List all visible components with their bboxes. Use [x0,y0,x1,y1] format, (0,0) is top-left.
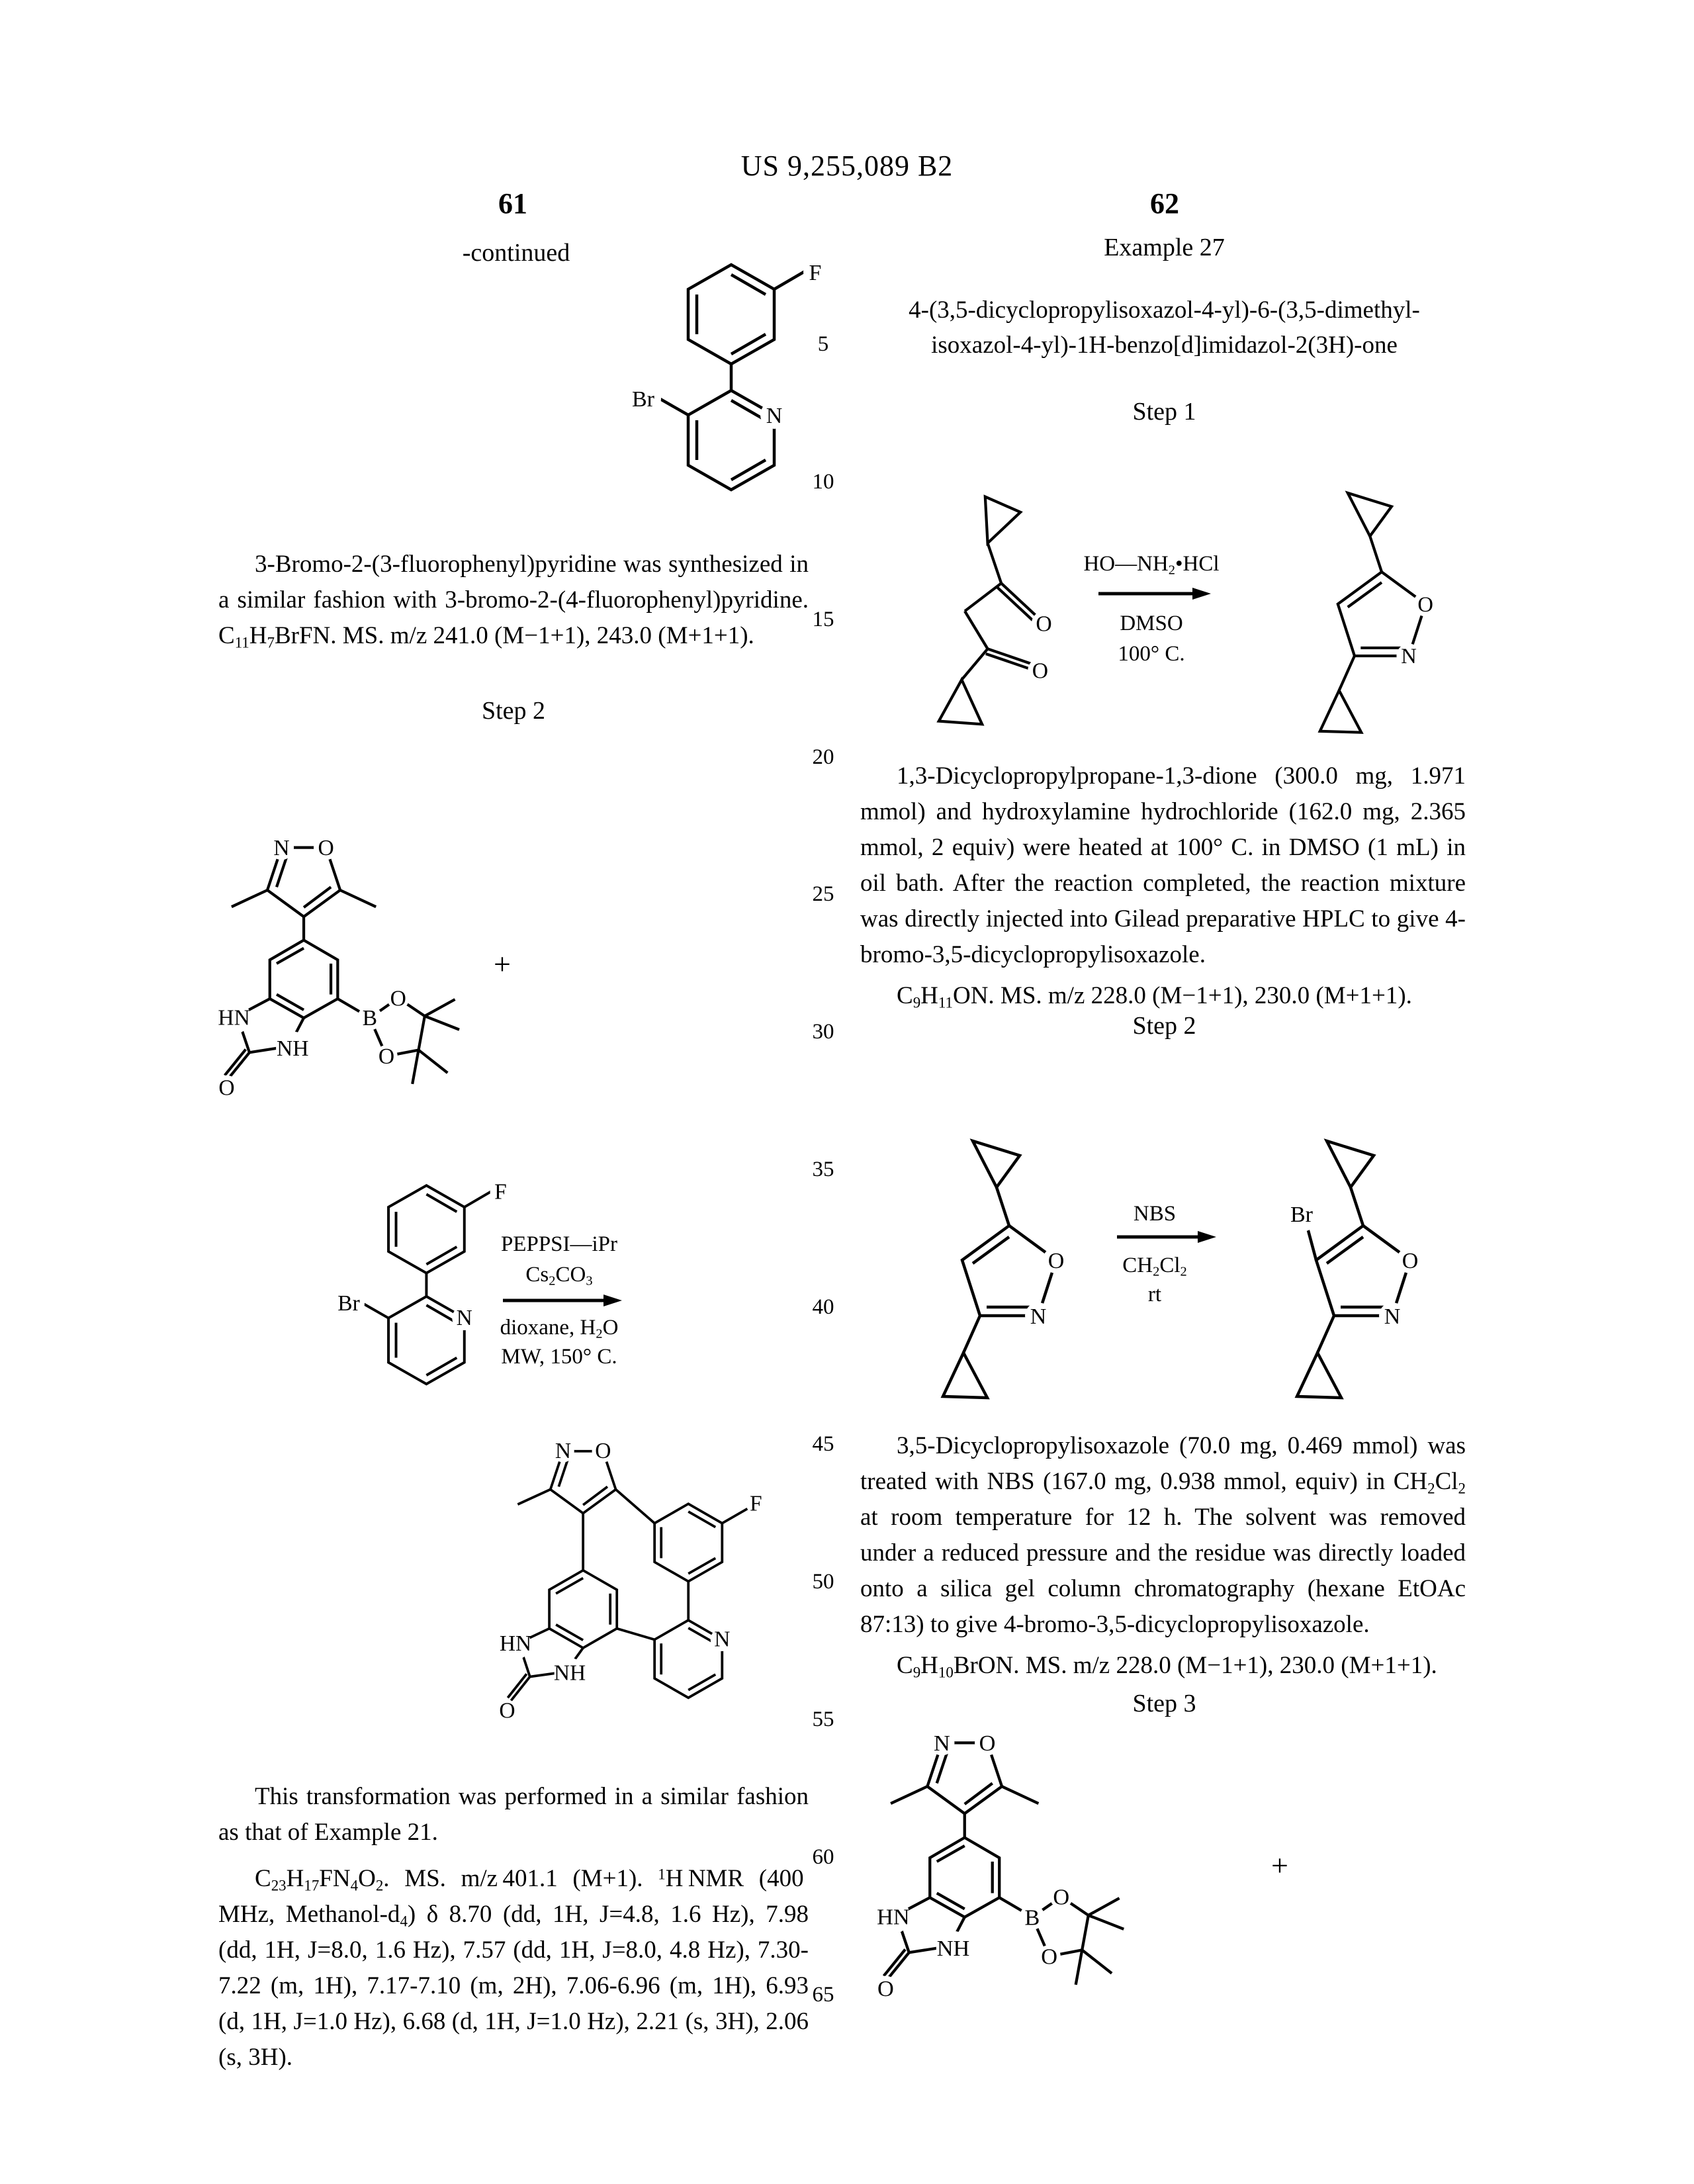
atom-label-n: N [273,835,290,860]
atom-label-o1: O [1036,612,1052,637]
atom-label-f: F [750,1491,762,1516]
phenyl-ring [688,265,774,364]
atom-label-o: O [595,1438,611,1463]
atom-label-hn: HN [499,1631,532,1657]
scheme2-solvent: $CH_2Cl_2$ [1122,1253,1187,1279]
structure-bromo-dicyclopropylisoxazole [1270,1120,1443,1414]
atom-label-o: O [979,1730,996,1756]
atom-label-n: N [1401,645,1417,669]
atom-label-o-bottom: O [1041,1944,1058,1970]
reaction-arrow-left [503,1292,622,1309]
benzene-ring [270,940,338,1019]
scheme1-temp: 100° C. [1118,642,1185,666]
atom-label-o2: O [1032,659,1049,684]
atom-label-o: O [318,835,334,860]
structure-dicyclopropyl-dione [926,483,1069,737]
cyclopropyl-top [985,497,1020,543]
plus-sign-left: + [494,947,511,981]
continued-label: -continued [462,239,570,267]
atom-label-n-pyridine: N [714,1627,731,1652]
right-step3-heading: Step 3 [1132,1690,1196,1717]
atom-label-o: O [1048,1249,1065,1273]
cyclopropyl-top [1348,493,1392,536]
line-number-5: 5 [817,332,829,356]
structure-isoxazolyl-benzimidazolone-boronate [202,826,480,1110]
structure-dicyclopropylisoxazole [1317,473,1456,748]
atom-label-b: B [362,1006,378,1031]
left-step2-heading: Step 2 [481,697,546,725]
left-condition-temp: MW, 150° C. [501,1345,617,1369]
structure-isoxazolyl-benzimidazolone-boronate-step3 [860,1721,1145,2011]
line-number-50: 50 [812,1570,834,1594]
atom-label-o-carbonyl: O [218,1075,235,1101]
right-step2-heading: Step 2 [1132,1012,1196,1040]
line-number-60: 60 [812,1845,834,1869]
structure-bromo-fluorophenyl-pyridine [615,255,840,520]
benzene-ring [549,1570,617,1648]
atom-label-hn: HN [218,1005,250,1030]
cyclopropyl-bottom [939,680,982,724]
atom-label-n: N [766,404,783,428]
atom-label-br: Br [632,387,654,412]
atom-label-n: N [555,1438,572,1463]
structure-coupled-product [417,1426,774,1737]
atom-label-b: B [1024,1905,1040,1931]
line-number-15: 15 [812,608,834,631]
fluorophenyl-ring [654,1504,722,1581]
paragraph-step2-ms: $C_9H_{10}BrON$. MS. m/z 228.0 (M−1+1), 230.0 (M+1+1). [897,1652,1437,1681]
left-condition-catalyst: PEPPSI—iPr [500,1232,618,1256]
scheme1-reagent: $HO—NH_2•HCl$ [1083,552,1220,578]
compound-title-line2: isoxazol-4-yl)-1H-benzo[d]imidazol-2(3H)-one [931,332,1398,359]
atom-label-o-carbonyl: O [499,1698,515,1723]
line-number-20: 20 [812,745,834,769]
scheme1-solvent: DMSO [1120,612,1183,635]
atom-label-f: F [494,1179,507,1205]
line-number-25: 25 [812,882,834,906]
left-condition-base: $Cs_2CO_3$ [525,1263,593,1289]
reaction-arrow-scheme2 [1117,1228,1216,1246]
column-number-right: 62 [1150,187,1179,220]
paragraph-step1-procedure: 1,3-Dicyclopropylpropane-1,3-dione (300.0 mg, 1.971 mmol) and hydroxylamine hydrochloride (162.0 mg, 2.365 mmol, 2 equiv) were heated at 100° C. in DMSO (1 mL) in oil bath. After the reaction completed, the reaction mixture was directly injected into Gilead preparative HPLC to give 4-bromo-3,5-dicyclopropylisoxazole. [860,762,1466,968]
reaction-arrow-scheme1 [1098,585,1211,602]
paragraph-step1-ms: $C_9H_{11}ON$. MS. m/z 228.0 (M−1+1), 230.0 (M+1+1). [897,982,1412,1011]
atom-label-o-top: O [1053,1884,1070,1910]
line-number-45: 45 [812,1432,834,1456]
paragraph-step2-procedure: 3,5-Dicyclopropylisoxazole (70.0 mg, 0.469 mmol) was treated with NBS (167.0 mg, 0.938 mmol, equiv) in $CH_2Cl_2$ at room temperature for 12 h. The solvent was removed under a reduced pressure and the residue was directly loaded onto a silica gel column chromatography (hexane EtOAc 87:13) to give 4-bromo-3,5-dicyclopropylisoxazole. [860,1432,1466,1638]
scheme2-reagent: NBS [1133,1202,1177,1226]
atom-label-hn: HN [877,1904,910,1930]
page-header-title: US 9,255,089 B2 [740,150,954,182]
atom-label-o-top: O [390,986,406,1011]
right-step1-heading: Step 1 [1132,398,1196,426]
left-condition-solvent: dioxane, $H_2O$ [500,1316,619,1342]
line-number-10: 10 [812,470,834,494]
line-number-65: 65 [812,1983,834,2007]
atom-label-o: O [1417,592,1434,617]
atom-label-n: N [933,1730,950,1756]
compound-title-line1: 4-(3,5-dicyclopropylisoxazol-4-yl)-6-(3,5-dimethyl- [909,296,1420,324]
atom-label-f: F [809,261,822,285]
atom-label-n: N [1030,1304,1047,1329]
cyclopropyl-bottom [1320,690,1361,732]
paragraph-bromo-fluorophenyl: 3-Bromo-2-(3-fluorophenyl)pyridine was synthesized in a similar fashion with 3-bromo-2-(4-fluorophenyl)pyridine. $C_{11}H_7BrFN$. MS. m/z 241.0 (M−1+1), 243.0 (M+1+1). [218,551,809,651]
atom-label-nh: NH [277,1036,309,1061]
line-number-40: 40 [812,1295,834,1319]
atom-label-o-bottom: O [378,1044,395,1069]
pyridine-ring [654,1620,722,1698]
paragraph-transformation: This transformation was performed in a similar fashion as that of Example 21. [218,1783,809,1846]
plus-sign-right: + [1271,1848,1288,1882]
atom-label-br: Br [1290,1203,1313,1227]
atom-label-n: N [1384,1304,1401,1329]
example-heading: Example 27 [1104,234,1225,261]
atom-label-n: N [456,1306,472,1331]
paragraph-nmr-data: $C_{23}H_{17}FN_4O_2$. MS. m/z 401.1 (M+1). $^1$H NMR (400 MHz, Methanol-$d_4$) δ 8.70 (dd, 1H, J=4.8, 1.6 Hz), 7.98 (dd, 1H, J=8.0, 1.6 Hz), 7.57 (dd, 1H, J=8.0, 4.8 Hz), 7.30-7.22 (m, 1H), 7.17-7.10 (m, 2H), 7.06-6.96 (m, 1H), 6.93 (d, 1H, J=1.0 Hz), 6.68 (d, 1H, J=1.0 Hz), 2.21 (s, 3H), 2.06 (s, 3H). [218,1865,809,2071]
pyridine-ring [688,390,774,490]
atom-label-o: O [1402,1249,1419,1273]
line-number-35: 35 [812,1158,834,1181]
atom-label-br: Br [337,1291,360,1316]
column-number-left: 61 [498,187,527,220]
isoxazole-ring [1338,572,1425,656]
atom-label-o-carbonyl: O [877,1976,894,2002]
line-number-30: 30 [812,1020,834,1044]
scheme2-temp: rt [1147,1283,1162,1306]
structure-bromo-fluorophenyl-pyridine-reagent [324,1177,523,1410]
line-number-55: 55 [812,1707,834,1731]
atom-label-nh: NH [553,1661,586,1686]
atom-label-nh: NH [936,1936,970,1962]
